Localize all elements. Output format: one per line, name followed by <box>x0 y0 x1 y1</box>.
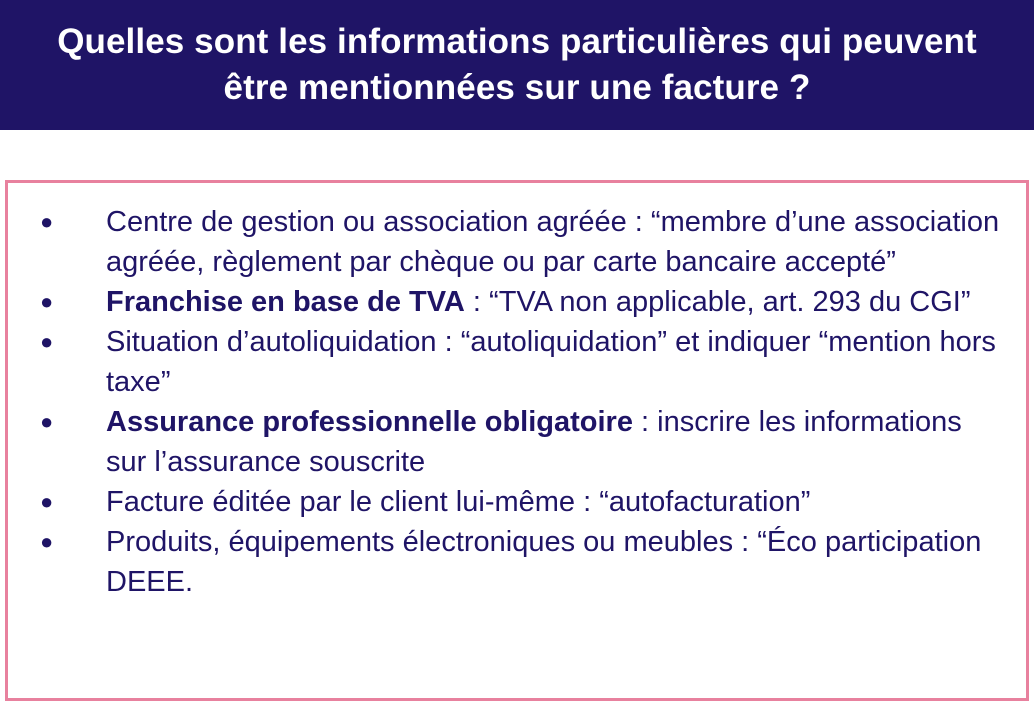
list-item-bold: Assurance professionnelle obligatoire <box>106 406 633 438</box>
list-item <box>40 282 1000 322</box>
list-item <box>40 202 1000 282</box>
list-item-text <box>106 282 1000 322</box>
list-item-text <box>106 402 1000 482</box>
list-item-label: Centre de gestion ou association agréée : “membre d’une association agréée, règlement par chèque ou par carte bancaire accepté” <box>106 206 1000 278</box>
list-item-text <box>106 482 1000 522</box>
list-item <box>40 482 1000 522</box>
bullet-icon: ● <box>40 329 54 354</box>
page-title <box>57 19 977 111</box>
bullet-icon: ● <box>40 289 54 314</box>
title-banner <box>0 0 1034 130</box>
list-item-label: Situation d’autoliquidation : “autoliquidation” et indiquer “mention hors taxe” <box>106 326 996 398</box>
list-item-label: Facture éditée par le client lui-même : “autofacturation” <box>106 486 811 518</box>
list-item-bold: Franchise en base de TVA <box>106 286 465 318</box>
page-title-line-1: Quelles sont les informations particulières qui peuvent <box>57 22 977 61</box>
bullet-icon: ● <box>40 409 54 434</box>
mentions-list <box>40 202 1000 602</box>
list-item-label: : inscrire les informations sur l’assurance souscrite <box>106 406 962 478</box>
content-card <box>5 180 1029 701</box>
list-item-text <box>106 322 1000 402</box>
list-item-text <box>106 202 1000 282</box>
bullet-icon: ● <box>40 209 54 234</box>
list-item <box>40 402 1000 482</box>
list-item <box>40 322 1000 402</box>
bullet-icon: ● <box>40 489 54 514</box>
list-item-label: Produits, équipements électroniques ou meubles : “Éco participation DEEE. <box>106 526 982 598</box>
bullet-icon: ● <box>40 529 54 554</box>
list-item-label: : “TVA non applicable, art. 293 du CGI” <box>464 286 971 318</box>
list-item-text <box>106 522 1000 602</box>
list-item <box>40 522 1000 602</box>
page-title-line-2: être mentionnées sur une facture ? <box>223 68 811 107</box>
